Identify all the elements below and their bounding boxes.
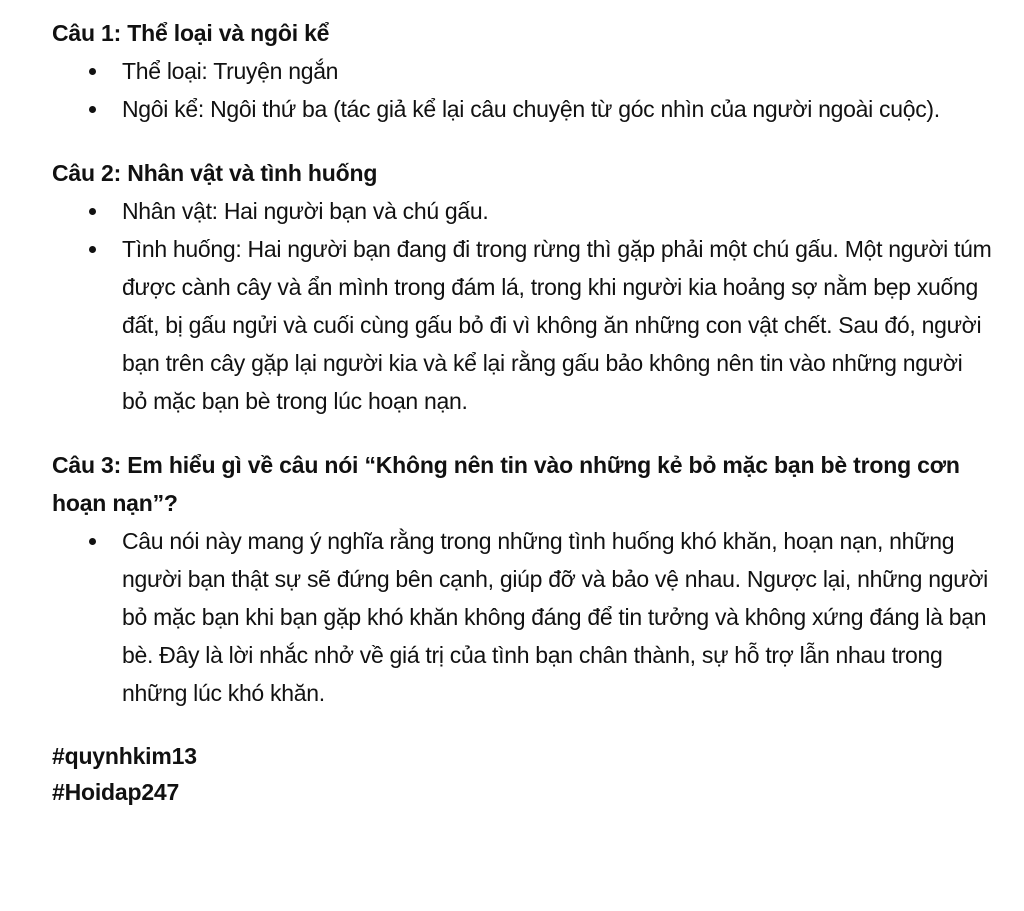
list-item-text: Ngôi kể: Ngôi thứ ba (tác giả kể lại câu chuyện từ góc nhìn của người ngoài cuộc). bbox=[122, 96, 940, 122]
hashtag-site: #Hoidap247 bbox=[52, 779, 180, 805]
section-3-list bbox=[52, 522, 992, 712]
list-item bbox=[122, 90, 992, 128]
section-2-list bbox=[52, 192, 992, 420]
list-item bbox=[122, 52, 992, 90]
list-item-text: Câu nói này mang ý nghĩa rằng trong những tình huống khó khăn, hoạn nạn, những người bạn thật sự sẽ đứng bên cạnh, giúp đỡ và bảo vệ nhau. Ngược lại, những người bỏ mặc bạn khi bạn gặp khó khăn không đáng để tin tưởng và không xứng đáng là bạn bè. Đây là lời nhắc nhở về giá trị của tình bạn chân thành, sự hỗ trợ lẫn nhau trong những lúc khó khăn. bbox=[122, 528, 988, 706]
bullet-icon bbox=[89, 68, 96, 75]
section-1-title: Câu 1: Thể loại và ngôi kể bbox=[52, 20, 330, 46]
list-item-text: Thể loại: Truyện ngắn bbox=[122, 58, 339, 84]
list-item-text: Nhân vật: Hai người bạn và chú gấu. bbox=[122, 198, 489, 224]
bullet-icon bbox=[89, 208, 96, 215]
list-item-text: Tình huống: Hai người bạn đang đi trong rừng thì gặp phải một chú gấu. Một người túm được cành cây và ẩn mình trong đám lá, trong khi người kia hoảng sợ nằm bẹp xuống đất, bị gấu ngửi và cuối cùng gấu bỏ đi vì không ăn những con vật chết. Sau đó, người bạn trên cây gặp lại người kia và kể lại rằng gấu bảo không nên tin vào những người bỏ mặc bạn bè trong lúc hoạn nạn. bbox=[122, 236, 992, 414]
bullet-icon bbox=[89, 106, 96, 113]
hashtag-author: #quynhkim13 bbox=[52, 743, 197, 769]
section-1-list bbox=[52, 52, 992, 128]
bullet-icon bbox=[89, 538, 96, 545]
document-body bbox=[52, 14, 992, 810]
list-item bbox=[122, 230, 992, 420]
list-item bbox=[122, 522, 992, 712]
hashtags bbox=[52, 738, 992, 810]
section-3-title: Câu 3: Em hiểu gì về câu nói “Không nên tin vào những kẻ bỏ mặc bạn bè trong cơn hoạn nạn”? bbox=[52, 452, 960, 516]
section-2-title: Câu 2: Nhân vật và tình huống bbox=[52, 160, 378, 186]
bullet-icon bbox=[89, 246, 96, 253]
list-item bbox=[122, 192, 992, 230]
